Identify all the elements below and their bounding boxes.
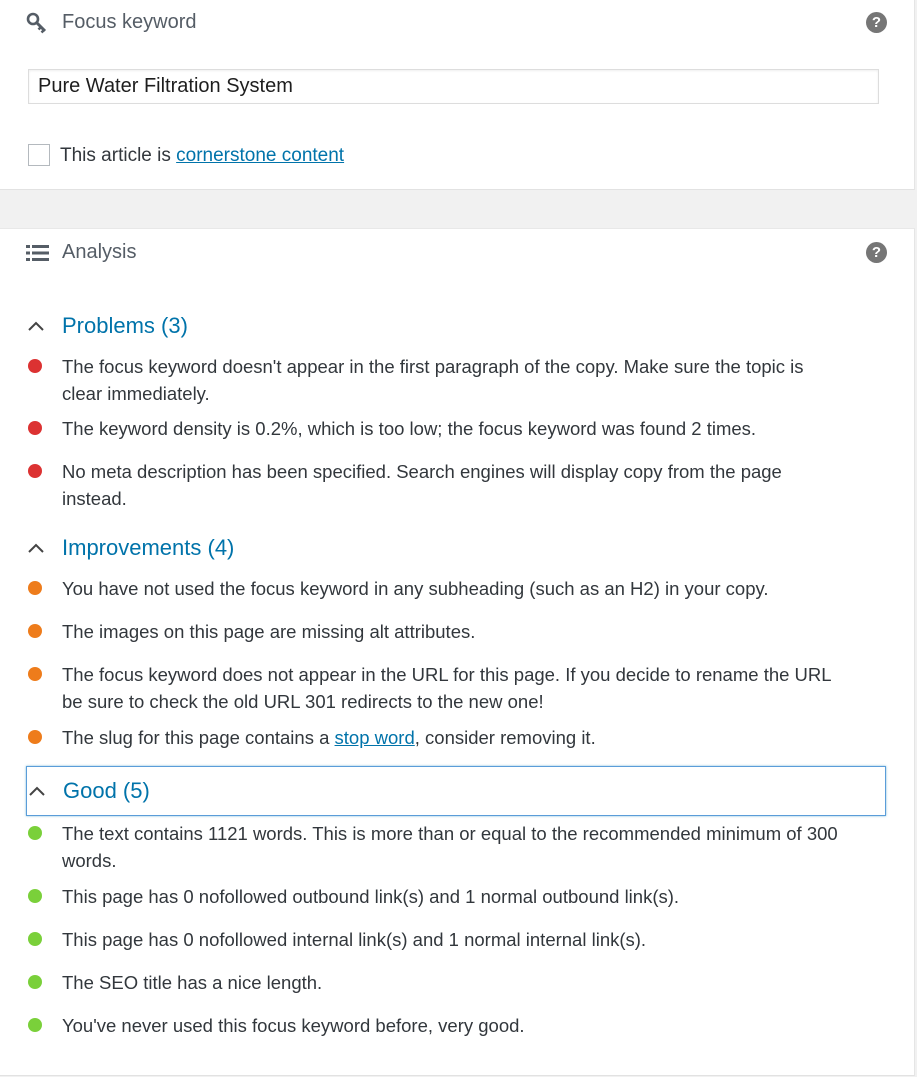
problem-bullet-icon <box>28 464 42 478</box>
improvements-toggle[interactable] <box>26 523 886 573</box>
good-bullet-icon <box>28 826 42 840</box>
list-item <box>28 458 848 512</box>
list-item <box>28 926 848 953</box>
problems-title: Problems (3) <box>62 313 188 338</box>
list-item-text: This page has 0 nofollowed outbound link(s) and 1 normal outbound link(s). <box>62 886 680 907</box>
key-icon <box>26 12 48 39</box>
list-item-text: This page has 0 nofollowed internal link(s) and 1 normal internal link(s). <box>62 929 647 950</box>
list-item <box>28 575 848 602</box>
problem-bullet-icon <box>28 359 42 373</box>
list-item-text: The SEO title has a nice length. <box>62 972 323 993</box>
improvement-bullet-icon <box>28 667 42 681</box>
improvements-title: Improvements (4) <box>62 535 235 560</box>
help-icon[interactable]: ? <box>866 242 887 263</box>
chevron-up-icon <box>27 785 63 797</box>
cornerstone-checkbox[interactable] <box>28 144 50 166</box>
list-item-text: You have not used the focus keyword in any subheading (such as an H2) in your copy. <box>62 578 769 599</box>
good-toggle[interactable] <box>26 766 886 816</box>
list-item <box>28 415 848 442</box>
cornerstone-content-link[interactable]: cornerstone content <box>176 145 345 166</box>
list-item <box>28 661 848 715</box>
good-bullet-icon <box>28 975 42 989</box>
problem-bullet-icon <box>28 421 42 435</box>
good-bullet-icon <box>28 1018 42 1032</box>
focus-keyword-title: Focus keyword <box>62 11 197 33</box>
slug-text-prefix: The slug for this page contains a <box>62 727 335 748</box>
good-bullet-icon <box>28 889 42 903</box>
problems-toggle[interactable] <box>26 301 886 351</box>
list-item <box>28 1012 848 1039</box>
focus-keyword-input[interactable] <box>28 69 879 104</box>
analysis-title: Analysis <box>62 241 137 263</box>
help-icon[interactable]: ? <box>866 12 887 33</box>
list-item <box>28 820 848 874</box>
improvement-bullet-icon <box>28 624 42 638</box>
list-item <box>28 724 848 751</box>
list-icon <box>26 243 50 268</box>
slug-text-suffix: , consider removing it. <box>414 727 596 748</box>
focus-keyword-panel <box>0 0 915 190</box>
list-item-text <box>62 724 596 751</box>
list-item-text: You've never used this focus keyword before, very good. <box>62 1015 525 1036</box>
improvement-bullet-icon <box>28 581 42 595</box>
analysis-panel <box>0 228 915 1076</box>
list-item <box>28 969 848 996</box>
chevron-up-icon <box>26 542 62 554</box>
list-item <box>28 883 848 910</box>
list-item <box>28 353 848 407</box>
good-title: Good (5) <box>63 778 150 803</box>
list-item-text: The focus keyword does not appear in the URL for this page. If you decide to rename the URL be sure to check the old URL 301 redirects to the new one! <box>62 664 831 712</box>
chevron-up-icon <box>26 320 62 332</box>
list-item <box>28 618 848 645</box>
cornerstone-label-text: This article is <box>60 145 177 166</box>
list-item-text: The focus keyword doesn't appear in the first paragraph of the copy. Make sure the topic is clear immediately. <box>62 356 804 404</box>
stop-word-link[interactable]: stop word <box>334 727 415 748</box>
list-item-text: The text contains 1121 words. This is more than or equal to the recommended minimum of 300 words. <box>62 823 838 871</box>
good-bullet-icon <box>28 932 42 946</box>
cornerstone-label <box>60 145 344 167</box>
list-item-text: The keyword density is 0.2%, which is too low; the focus keyword was found 2 times. <box>62 418 757 439</box>
improvement-bullet-icon <box>28 730 42 744</box>
list-item-text: The images on this page are missing alt attributes. <box>62 621 476 642</box>
list-item-text: No meta description has been specified. Search engines will display copy from the page instead. <box>62 461 782 509</box>
